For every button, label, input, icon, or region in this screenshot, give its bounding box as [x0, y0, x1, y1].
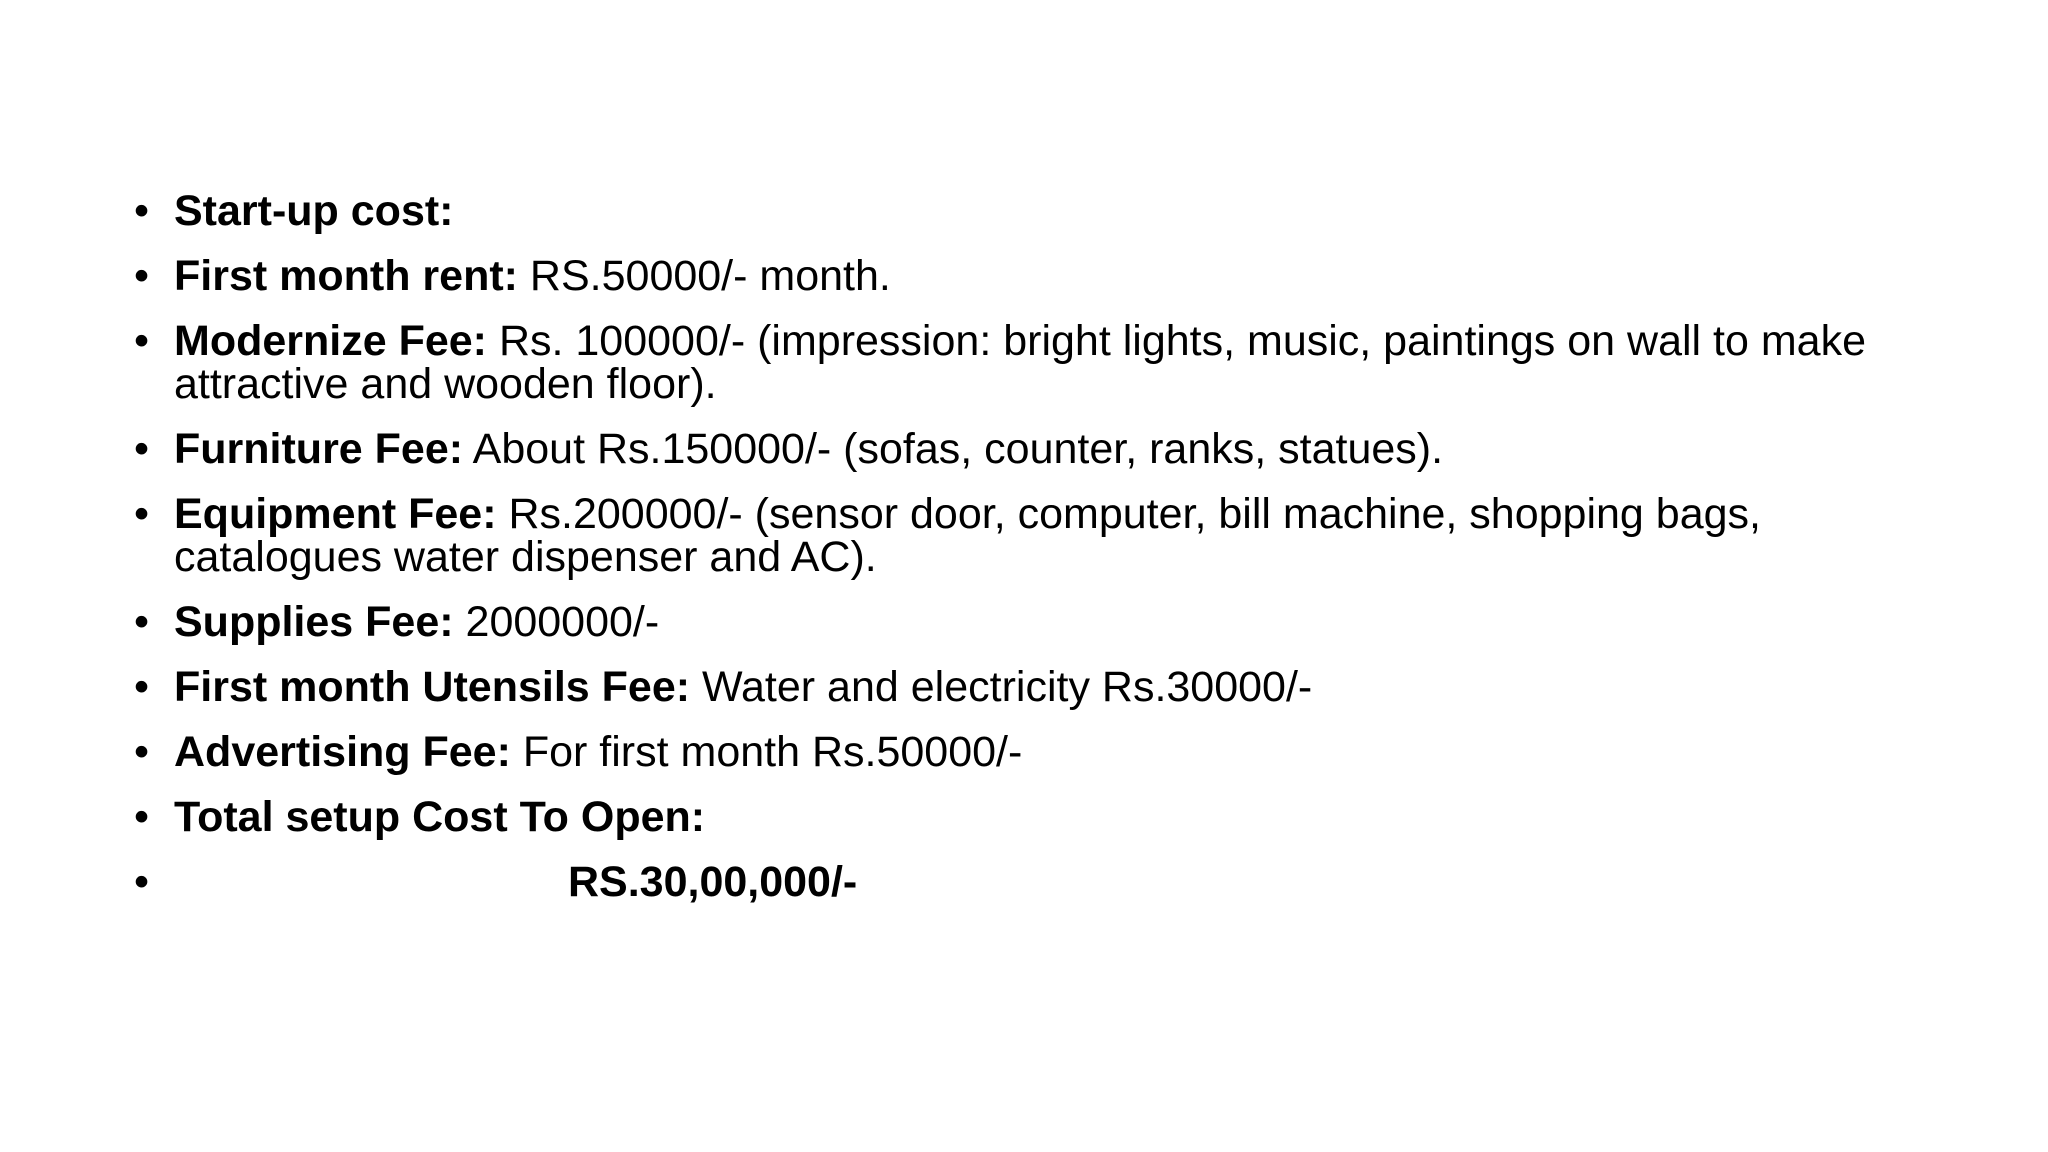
item-text: About Rs.150000/- (sofas, counter, ranks, statues).: [463, 425, 1444, 473]
bullet-icon: •: [134, 598, 150, 646]
item-label: Advertising Fee:: [174, 728, 511, 776]
item-label: First month rent:: [174, 252, 518, 300]
list-item-total-value: [134, 858, 1894, 906]
list-item-advertising-fee: [134, 728, 1894, 776]
list-item-first-month-rent: [134, 252, 1894, 300]
list-item-equipment-fee: [134, 490, 1894, 581]
item-text: Rs.200000/- (sensor door, computer, bill machine, shopping bags, catalogues water dispenser and AC).: [174, 490, 1761, 581]
item-label: Total setup Cost To Open:: [174, 793, 706, 841]
list-item-supplies-fee: [134, 598, 1894, 646]
list-item-furniture-fee: [134, 425, 1894, 473]
bullet-icon: •: [134, 663, 150, 711]
item-text: Rs. 100000/- (impression: bright lights, music, paintings on wall to make attractive and wooden floor).: [174, 317, 1867, 408]
item-label: Modernize Fee:: [174, 317, 487, 365]
list-item-utensils-fee: [134, 663, 1894, 711]
total-cost-value: RS.30,00,000/-: [568, 858, 858, 906]
item-text: RS.50000/- month.: [517, 252, 891, 300]
item-label: Furniture Fee:: [174, 425, 464, 473]
list-item-modernize-fee: [134, 317, 1894, 408]
bullet-icon: •: [134, 187, 150, 235]
item-label: Supplies Fee:: [174, 598, 454, 646]
bullet-icon: •: [134, 858, 150, 906]
item-text: Water and electricity Rs.30000/-: [690, 663, 1313, 711]
item-label: First month Utensils Fee:: [174, 663, 691, 711]
bullet-icon: •: [134, 490, 150, 538]
item-text: For first month Rs.50000/-: [510, 728, 1023, 776]
bullet-icon: •: [134, 425, 150, 473]
item-label: Start-up cost:: [174, 187, 454, 235]
item-label: Equipment Fee:: [174, 490, 497, 538]
bullet-icon: •: [134, 793, 150, 841]
bullet-icon: •: [134, 728, 150, 776]
bullet-icon: •: [134, 317, 150, 365]
bullet-list: [134, 187, 1894, 926]
list-item-total-setup-cost: [134, 793, 1894, 841]
bullet-icon: •: [134, 252, 150, 300]
item-text: 2000000/-: [453, 598, 660, 646]
list-item-startup-cost: [134, 187, 1894, 235]
